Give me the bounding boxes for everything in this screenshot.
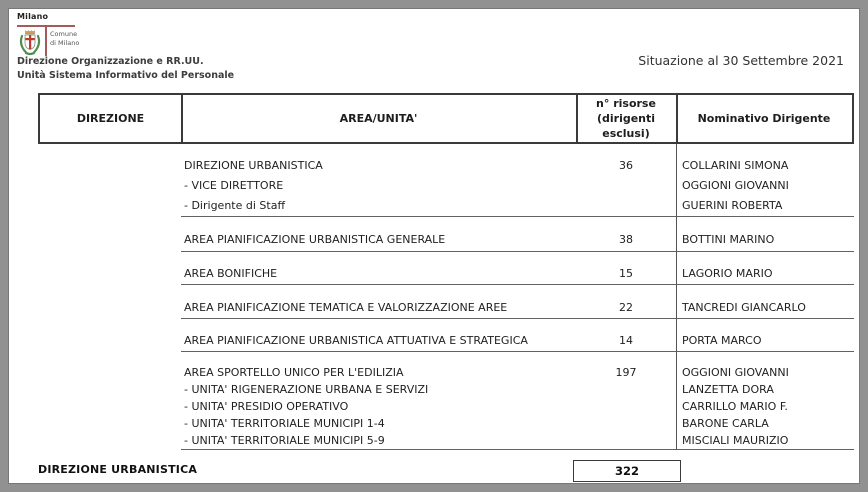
logo-vertical-rule xyxy=(45,25,47,56)
area-line: - UNITA' RIGENERAZIONE URBANA E SERVIZI xyxy=(184,383,429,396)
table-row xyxy=(38,352,854,450)
dirigente-name: MISCIALI MAURIZIO xyxy=(682,434,789,447)
dirigente-name: TANCREDI GIANCARLO xyxy=(682,301,806,314)
area-line: AREA PIANIFICAZIONE URBANISTICA GENERALE xyxy=(184,233,446,246)
column-header-dirigente: Nominativo Dirigente xyxy=(697,112,831,125)
area-line: - UNITA' TERRITORIALE MUNICIPI 1-4 xyxy=(184,417,385,430)
risorse-value: 15 xyxy=(619,267,633,280)
header-divider xyxy=(676,95,678,142)
area-line: - VICE DIRETTORE xyxy=(184,179,284,192)
logo-city-label: Milano xyxy=(17,12,49,21)
risorse-value: 38 xyxy=(619,233,633,246)
logo-org-label xyxy=(50,30,79,48)
table-row xyxy=(38,252,854,285)
dirigente-name: BARONE CARLA xyxy=(682,417,769,430)
dirigente-name: PORTA MARCO xyxy=(682,334,762,347)
table-row xyxy=(38,285,854,319)
area-line: AREA PIANIFICAZIONE TEMATICA E VALORIZZAZIONE AREE xyxy=(184,301,508,314)
staff-table xyxy=(38,93,854,450)
risorse-value: 36 xyxy=(619,159,633,172)
header-divider xyxy=(181,95,183,142)
table-row xyxy=(38,319,854,352)
dirigente-name: BOTTINI MARINO xyxy=(682,233,775,246)
column-header-risorse-line1: n° risorse xyxy=(596,97,656,110)
dirigente-name: COLLARINI SIMONA xyxy=(682,159,789,172)
header-divider xyxy=(576,95,578,142)
dirigente-name: GUERINI ROBERTA xyxy=(682,199,783,212)
department-line1: Direzione Organizzazione e RR.UU. xyxy=(17,56,204,67)
footer-direzione-label: DIREZIONE URBANISTICA xyxy=(38,463,198,476)
dirigente-name: OGGIONI GIOVANNI xyxy=(682,366,789,379)
department-line2: Unità Sistema Informativo del Personale xyxy=(17,70,235,81)
footer-total-box: 322 xyxy=(573,460,681,482)
risorse-value: 197 xyxy=(615,366,637,379)
dirigente-name: CARRILLO MARIO F. xyxy=(682,400,788,413)
dirigente-name: LAGORIO MARIO xyxy=(682,267,773,280)
column-header-area-unita: AREA/UNITA' xyxy=(339,112,418,125)
area-line: AREA PIANIFICAZIONE URBANISTICA ATTUATIVA E STRATEGICA xyxy=(184,334,528,347)
table-header-row xyxy=(38,93,854,144)
column-header-direzione: DIREZIONE xyxy=(76,112,145,125)
area-line: DIREZIONE URBANISTICA xyxy=(184,159,323,172)
table-row xyxy=(38,217,854,252)
risorse-value: 22 xyxy=(619,301,633,314)
logo-org-line1: Comune xyxy=(50,30,78,38)
area-line: - Dirigente di Staff xyxy=(184,199,286,212)
column-header-risorse-line2: (dirigenti esclusi) xyxy=(596,112,656,140)
area-line: - UNITA' PRESIDIO OPERATIVO xyxy=(184,400,349,413)
logo-org-line2: di Milano xyxy=(50,39,80,47)
area-line: AREA BONIFICHE xyxy=(184,267,278,280)
area-line: - UNITA' TERRITORIALE MUNICIPI 5-9 xyxy=(184,434,385,447)
document-page xyxy=(8,8,860,484)
situation-date: Situazione al 30 Settembre 2021 xyxy=(638,53,844,68)
table-row xyxy=(38,144,854,217)
column-header-risorse xyxy=(576,95,676,142)
risorse-value: 14 xyxy=(619,334,633,347)
dirigente-name: OGGIONI GIOVANNI xyxy=(682,179,789,192)
dirigente-name: LANZETTA DORA xyxy=(682,383,774,396)
area-line: AREA SPORTELLO UNICO PER L'EDILIZIA xyxy=(184,366,404,379)
